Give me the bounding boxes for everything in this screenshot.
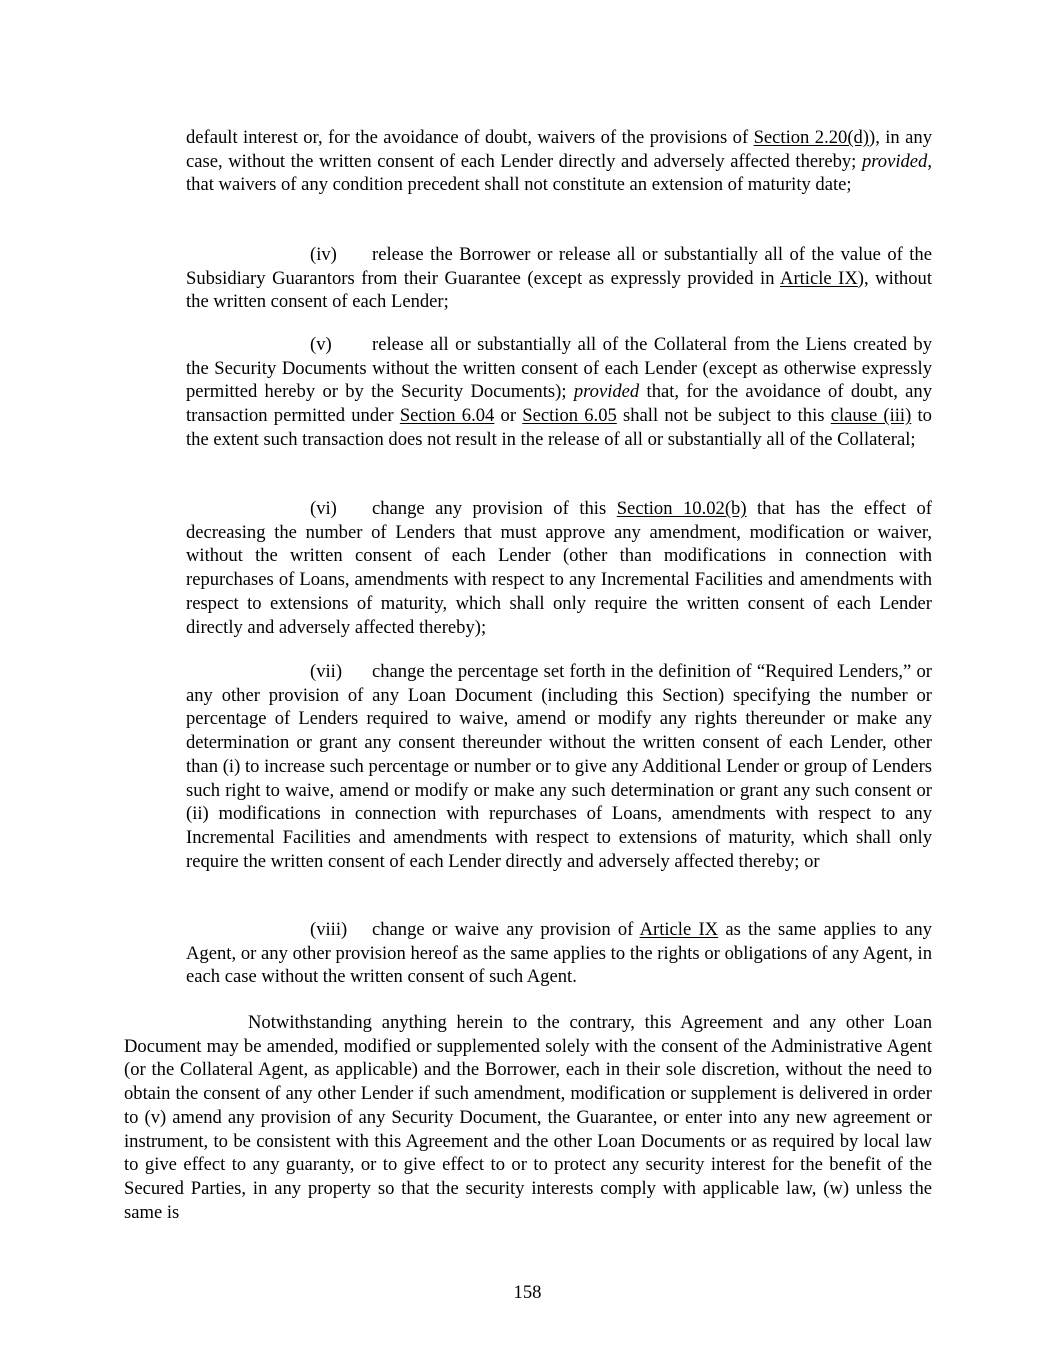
page-number: 158 [513,1282,542,1303]
provided-term: provided [861,150,928,172]
clause-number: (vii) [310,661,343,682]
clause-viii: (viii) change or waive any provision of Article IX as the same applies to any Agent, or any other provision hereof as the same applies to the rights or obligations of any Agent, in each case without the written consent of such Agent. [186,919,932,988]
notwithstanding-paragraph: Notwithstanding anything herein to the contrary, this Agreement and any other Loan Document may be amended, modified or supplemented solely with the consent of the Administrative Agent (or the Collateral Agent, as applicable) and the Borrower, each in their sole discretion, without the need to obtain the consent of any other Lender if such amendment, modification or supplement is delivered in order to (v) amend any provision of any Security Document, the Guarantee, or enter into any new agreement or instrument, to be consistent with this Agreement and the other Loan Documents or as required by local law to give effect to any guaranty, or to give effect to or to protect any security interest for the benefit of the Secured Parties, in any property so that the security interests comply with applicable law, (w) unless the same is [124,1012,932,1223]
article-reference: Article IX [780,267,858,289]
section-reference: Section 6.04 [399,405,495,427]
paragraph-continuation: default interest or, for the avoidance of doubt, waivers of the provisions of Section 2.20(d)), in any case, without the written consent of each Lender directly and adversely affected thereby; provided, that waivers of any condition precedent shall not constitute an extension of maturity date; [186,127,933,196]
section-reference: Section 6.05 [522,405,617,427]
clause-number: (iv) [310,244,337,265]
clause-number: (viii) [310,919,348,940]
clause-number: (vi) [310,498,337,519]
clause-number: (v) [310,334,332,355]
section-reference: Section 10.02(b) [616,498,747,519]
clause-vii: (vii) change the percentage set forth in the definition of “Required Lenders,” or any other provision of any Loan Document (including this Section) specifying the number or percentage of Lenders required to waive, amend or modify any rights thereunder or make any determination or grant any consent thereunder without the written consent of each Lender, other than (i) to increase such percentage or number or to give any Additional Lender or group of Lenders such right to waive, amend or modify or make any such determination or grant any such consent or (ii) modifications in connection with repurchases of Loans, amendments with respect to any Incremental Facilities and amendments with respect to extensions of maturity, which shall only require the written consent of each Lender directly and adversely affected thereby; or [186,661,932,872]
clause-iv: (iv) release the Borrower or release all or substantially all of the value of the Subsidiary Guarantors from their Guarantee (except as expressly provided in Article IX), without the written consent of each Lender; [186,244,932,313]
clause-vi: (vi) change any provision of this Section 10.02(b) that has the effect of decreasing the number of Lenders that must approve any amendment, modification or waiver, without the written consent of each Lender (other than modifications in connection with repurchases of Loans, amendments with respect to any Incremental Facilities and amendments with respect to extensions of maturity, which shall only require the written consent of each Lender directly and adversely affected thereby); [186,498,932,638]
section-reference: Section 2.20(d) [753,127,869,148]
clause-reference: clause (iii) [830,405,912,427]
provided-term: provided [573,381,640,403]
article-reference: Article IX [639,919,719,940]
clause-v: (v) release all or substantially all of the Collateral from the Liens created by the Security Documents without the written consent of each Lender (except as otherwise expressly permitted hereby or by the Security Documents); provided that, for the avoidance of doubt, any transaction permitted under Section 6.04 or Section 6.05 shall not be subject to this clause (iii) to the extent such transaction does not result in the release of all or substantially all of the Collateral; [186,334,932,450]
